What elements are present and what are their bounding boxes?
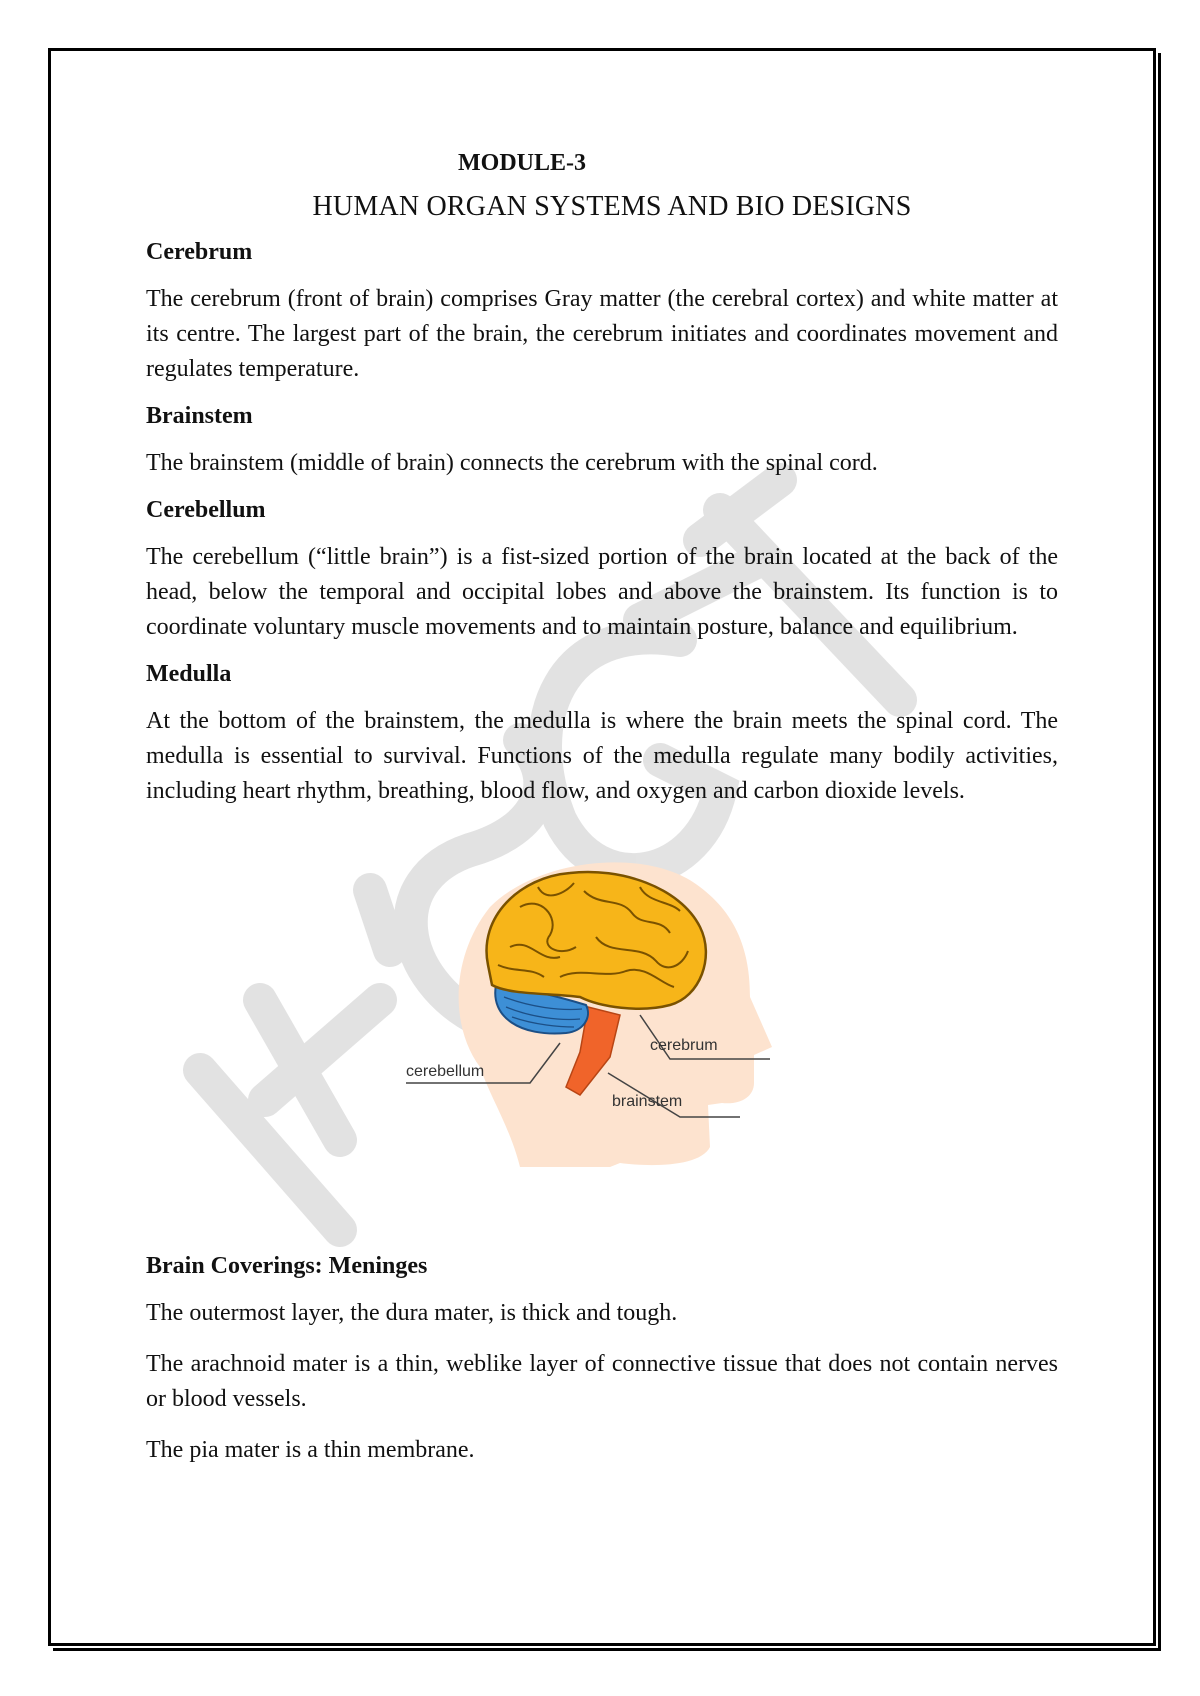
section-heading-cerebellum: Cerebellum	[146, 497, 266, 523]
brain-diagram	[146, 847, 1058, 1207]
section-heading-meninges: Brain Coverings: Meninges	[146, 1253, 428, 1279]
section-text-cerebrum: The cerebrum (front of brain) comprises Gray matter (the cerebral cortex) and white matter at its centre. The largest part of the brain, the cerebrum initiates and coordinates movement and regulates temperature.	[146, 286, 1058, 382]
section-text-brainstem: The brainstem (middle of brain) connects the cerebrum with the spinal cord.	[146, 450, 878, 476]
brain-illustration	[370, 847, 830, 1167]
label-cerebrum: cerebrum	[650, 1037, 718, 1054]
meninges-text-arachnoid: The arachnoid mater is a thin, weblike layer of connective tissue that does not contain nerves or blood vessels.	[146, 1351, 1058, 1412]
section-heading-medulla: Medulla	[146, 661, 232, 687]
section-heading-cerebrum: Cerebrum	[146, 239, 253, 265]
label-cerebellum: cerebellum	[406, 1063, 485, 1080]
page-title: HUMAN ORGAN SYSTEMS AND BIO DESIGNS	[312, 191, 912, 222]
page-content	[146, 140, 1058, 1484]
meninges-text-pia: The pia mater is a thin membrane.	[146, 1437, 475, 1463]
label-brainstem: brainstem	[612, 1093, 683, 1110]
section-heading-brainstem: Brainstem	[146, 403, 253, 429]
section-text-medulla: At the bottom of the brainstem, the medulla is where the brain meets the spinal cord. The medulla is essential to survival. Functions of the medulla regulate many bodily activities, including heart rhythm, breathing, blood flow, and oxygen and carbon dioxide levels.	[146, 708, 1058, 804]
meninges-text-dura: The outermost layer, the dura mater, is thick and tough.	[146, 1300, 678, 1326]
module-label: MODULE-3	[458, 150, 586, 176]
section-text-cerebellum: The cerebellum (“little brain”) is a fist-sized portion of the brain located at the back of the head, below the temporal and occipital lobes and above the brainstem. Its function is to coordinate voluntary muscle movements and to maintain posture, balance and equilibrium.	[146, 544, 1058, 640]
